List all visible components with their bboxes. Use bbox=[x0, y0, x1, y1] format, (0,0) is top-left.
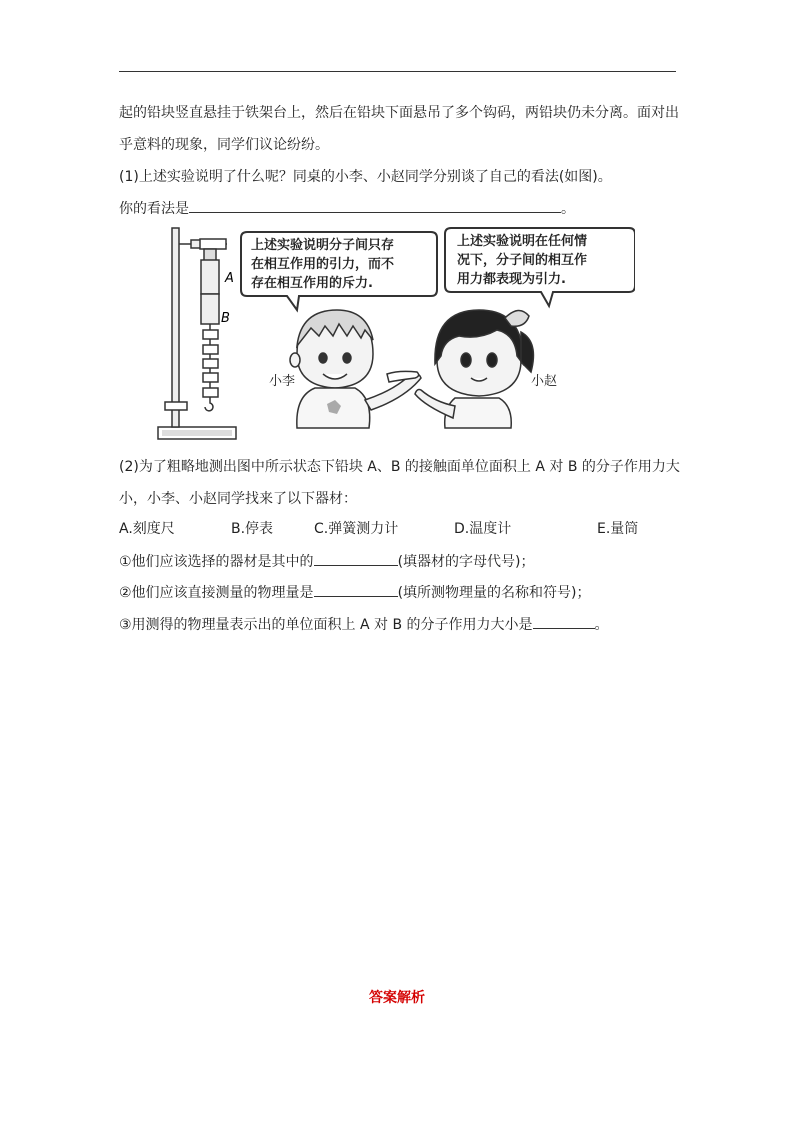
answer-prefix: 你的看法是 bbox=[119, 201, 189, 217]
lead-blocks bbox=[201, 249, 219, 324]
subquestion-3 bbox=[119, 614, 609, 635]
question-2-line-1: (2)为了粗略地测出图中所示状态下铅块 A、B 的接触面单位面积上 A 对 B 的分子作用力大 bbox=[119, 459, 680, 475]
subquestion-1 bbox=[119, 551, 535, 572]
subquestion-3-prefix: ③用测得的物理量表示出的单位面积上 A 对 B 的分子作用力大小是 bbox=[119, 617, 533, 633]
subquestion-3-blank[interactable] bbox=[533, 614, 595, 629]
question-1-answer-line bbox=[119, 198, 575, 219]
bubble-left-line-1: 上述实验说明分子间只存 bbox=[251, 238, 395, 253]
bubble-left-line-2: 在相互作用的引力，而不 bbox=[251, 257, 395, 272]
bubble-right-line-3: 用力都表现为引力. bbox=[457, 272, 566, 287]
label-a: A bbox=[225, 271, 234, 286]
question-1: (1)上述实验说明了什么呢？同桌的小李、小赵同学分别谈了自己的看法(如图)。 bbox=[119, 169, 612, 185]
girl-illustration bbox=[415, 310, 533, 428]
option-e: E.量筒 bbox=[597, 521, 639, 537]
subquestion-2-blank[interactable] bbox=[314, 582, 398, 597]
name-left: 小李 bbox=[269, 374, 296, 389]
answer-suffix: 。 bbox=[561, 201, 575, 217]
option-a: A.刻度尺 bbox=[119, 521, 175, 537]
iron-stand bbox=[158, 228, 236, 439]
subquestion-3-suffix: 。 bbox=[594, 617, 609, 633]
subquestion-2-suffix: (填所测物理量的名称和符号)； bbox=[397, 585, 591, 601]
label-b: B bbox=[221, 311, 230, 326]
subquestion-1-prefix: ①他们应该选择的器材是其中的 bbox=[119, 554, 314, 570]
paragraph-line-1: 起的铅块竖直悬挂于铁架台上，然后在铅块下面悬吊了多个钩码，两铅块仍未分离。面对出 bbox=[119, 105, 679, 121]
option-b: B.停表 bbox=[231, 521, 274, 537]
paragraph-line-2: 乎意料的现象，同学们议论纷纷。 bbox=[119, 137, 329, 153]
answer-analysis-link[interactable]: 答案解析 bbox=[369, 990, 425, 1006]
bubble-right-line-1: 上述实验说明在任何情 bbox=[457, 234, 588, 249]
subquestion-1-suffix: (填器材的字母代号)； bbox=[397, 554, 535, 570]
option-c: C.弹簧测力计 bbox=[314, 521, 399, 537]
subquestion-2 bbox=[119, 582, 591, 603]
experiment-figure bbox=[155, 222, 635, 447]
bubble-right-line-2: 况下，分子间的相互作 bbox=[457, 253, 588, 268]
answer-blank[interactable] bbox=[189, 198, 561, 213]
boy-illustration bbox=[290, 310, 421, 428]
bubble-left-line-3: 存在相互作用的斥力. bbox=[251, 276, 373, 291]
subquestion-1-blank[interactable] bbox=[314, 551, 398, 566]
hook-weights bbox=[203, 324, 218, 411]
option-d: D.温度计 bbox=[454, 521, 512, 537]
subquestion-2-prefix: ②他们应该直接测量的物理量是 bbox=[119, 585, 314, 601]
speech-bubble-left bbox=[241, 232, 437, 310]
header-rule bbox=[119, 71, 676, 72]
speech-bubble-right bbox=[445, 228, 635, 306]
name-right: 小赵 bbox=[531, 374, 558, 389]
question-2-line-2: 小，小李、小赵同学找来了以下器材： bbox=[119, 491, 357, 507]
